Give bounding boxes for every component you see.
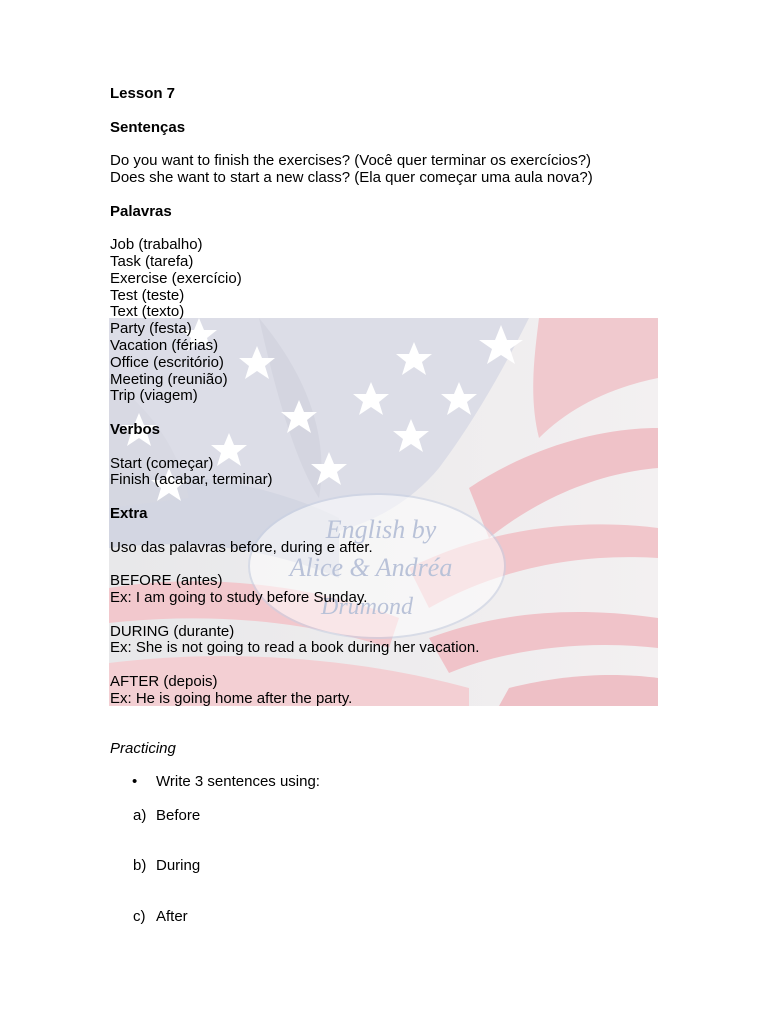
verbos-heading: Verbos: [110, 420, 161, 438]
option-text: Before: [156, 807, 201, 824]
sentence-line: Does she want to start a new class? (Ela quer começar uma aula nova?): [110, 168, 593, 186]
option-letter: c): [133, 908, 146, 925]
before-example: Ex: I am going to study before Sunday.: [110, 588, 368, 606]
after-label: AFTER (depois): [110, 672, 218, 690]
option-letter: a): [133, 807, 147, 824]
word-item: Job (trabalho): [110, 236, 203, 254]
watermark-logo-line-3: Drumond: [320, 594, 414, 620]
word-item: Meeting (reunião): [110, 370, 228, 388]
extra-heading: Extra: [110, 504, 148, 522]
before-label: BEFORE (antes): [110, 572, 223, 590]
word-item: Vacation (férias): [110, 336, 219, 354]
word-item: Trip (viagem): [110, 387, 198, 405]
sentence-line: Do you want to finish the exercises? (Você quer terminar os exercícios?): [110, 152, 592, 170]
word-item: Test (teste): [110, 286, 185, 304]
lesson-title: Lesson 7: [110, 85, 176, 102]
after-example: Ex: He is going home after the party.: [110, 689, 353, 707]
word-item: Exercise (exercício): [110, 269, 242, 287]
word-item: Office (escritório): [110, 353, 224, 371]
during-example: Ex: She is not going to read a book during her vacation.: [110, 639, 480, 657]
sentencas-heading: Sentenças: [110, 118, 186, 136]
word-item: Party (festa): [110, 320, 192, 338]
watermark-logo-line-2: Alice & Andréa: [289, 553, 453, 582]
watermark-logo-line-1: English by: [325, 515, 437, 544]
verb-item: Finish (acabar, terminar): [110, 471, 273, 489]
bullet-icon: •: [132, 773, 138, 790]
option-text: During: [156, 857, 201, 874]
practicing-heading: Practicing: [110, 740, 176, 758]
extra-intro: Uso das palavras before, during e after.: [110, 538, 373, 556]
during-label: DURING (durante): [110, 622, 235, 640]
option-text: After: [156, 908, 188, 925]
palavras-heading: Palavras: [110, 202, 172, 220]
verb-item: Start (começar): [110, 454, 214, 472]
word-item: Task (tarefa): [110, 252, 194, 270]
word-item: Text (texto): [110, 303, 185, 321]
option-letter: b): [133, 857, 147, 874]
instruction-text: Write 3 sentences using:: [156, 773, 320, 790]
lesson-content: [110, 86, 710, 758]
